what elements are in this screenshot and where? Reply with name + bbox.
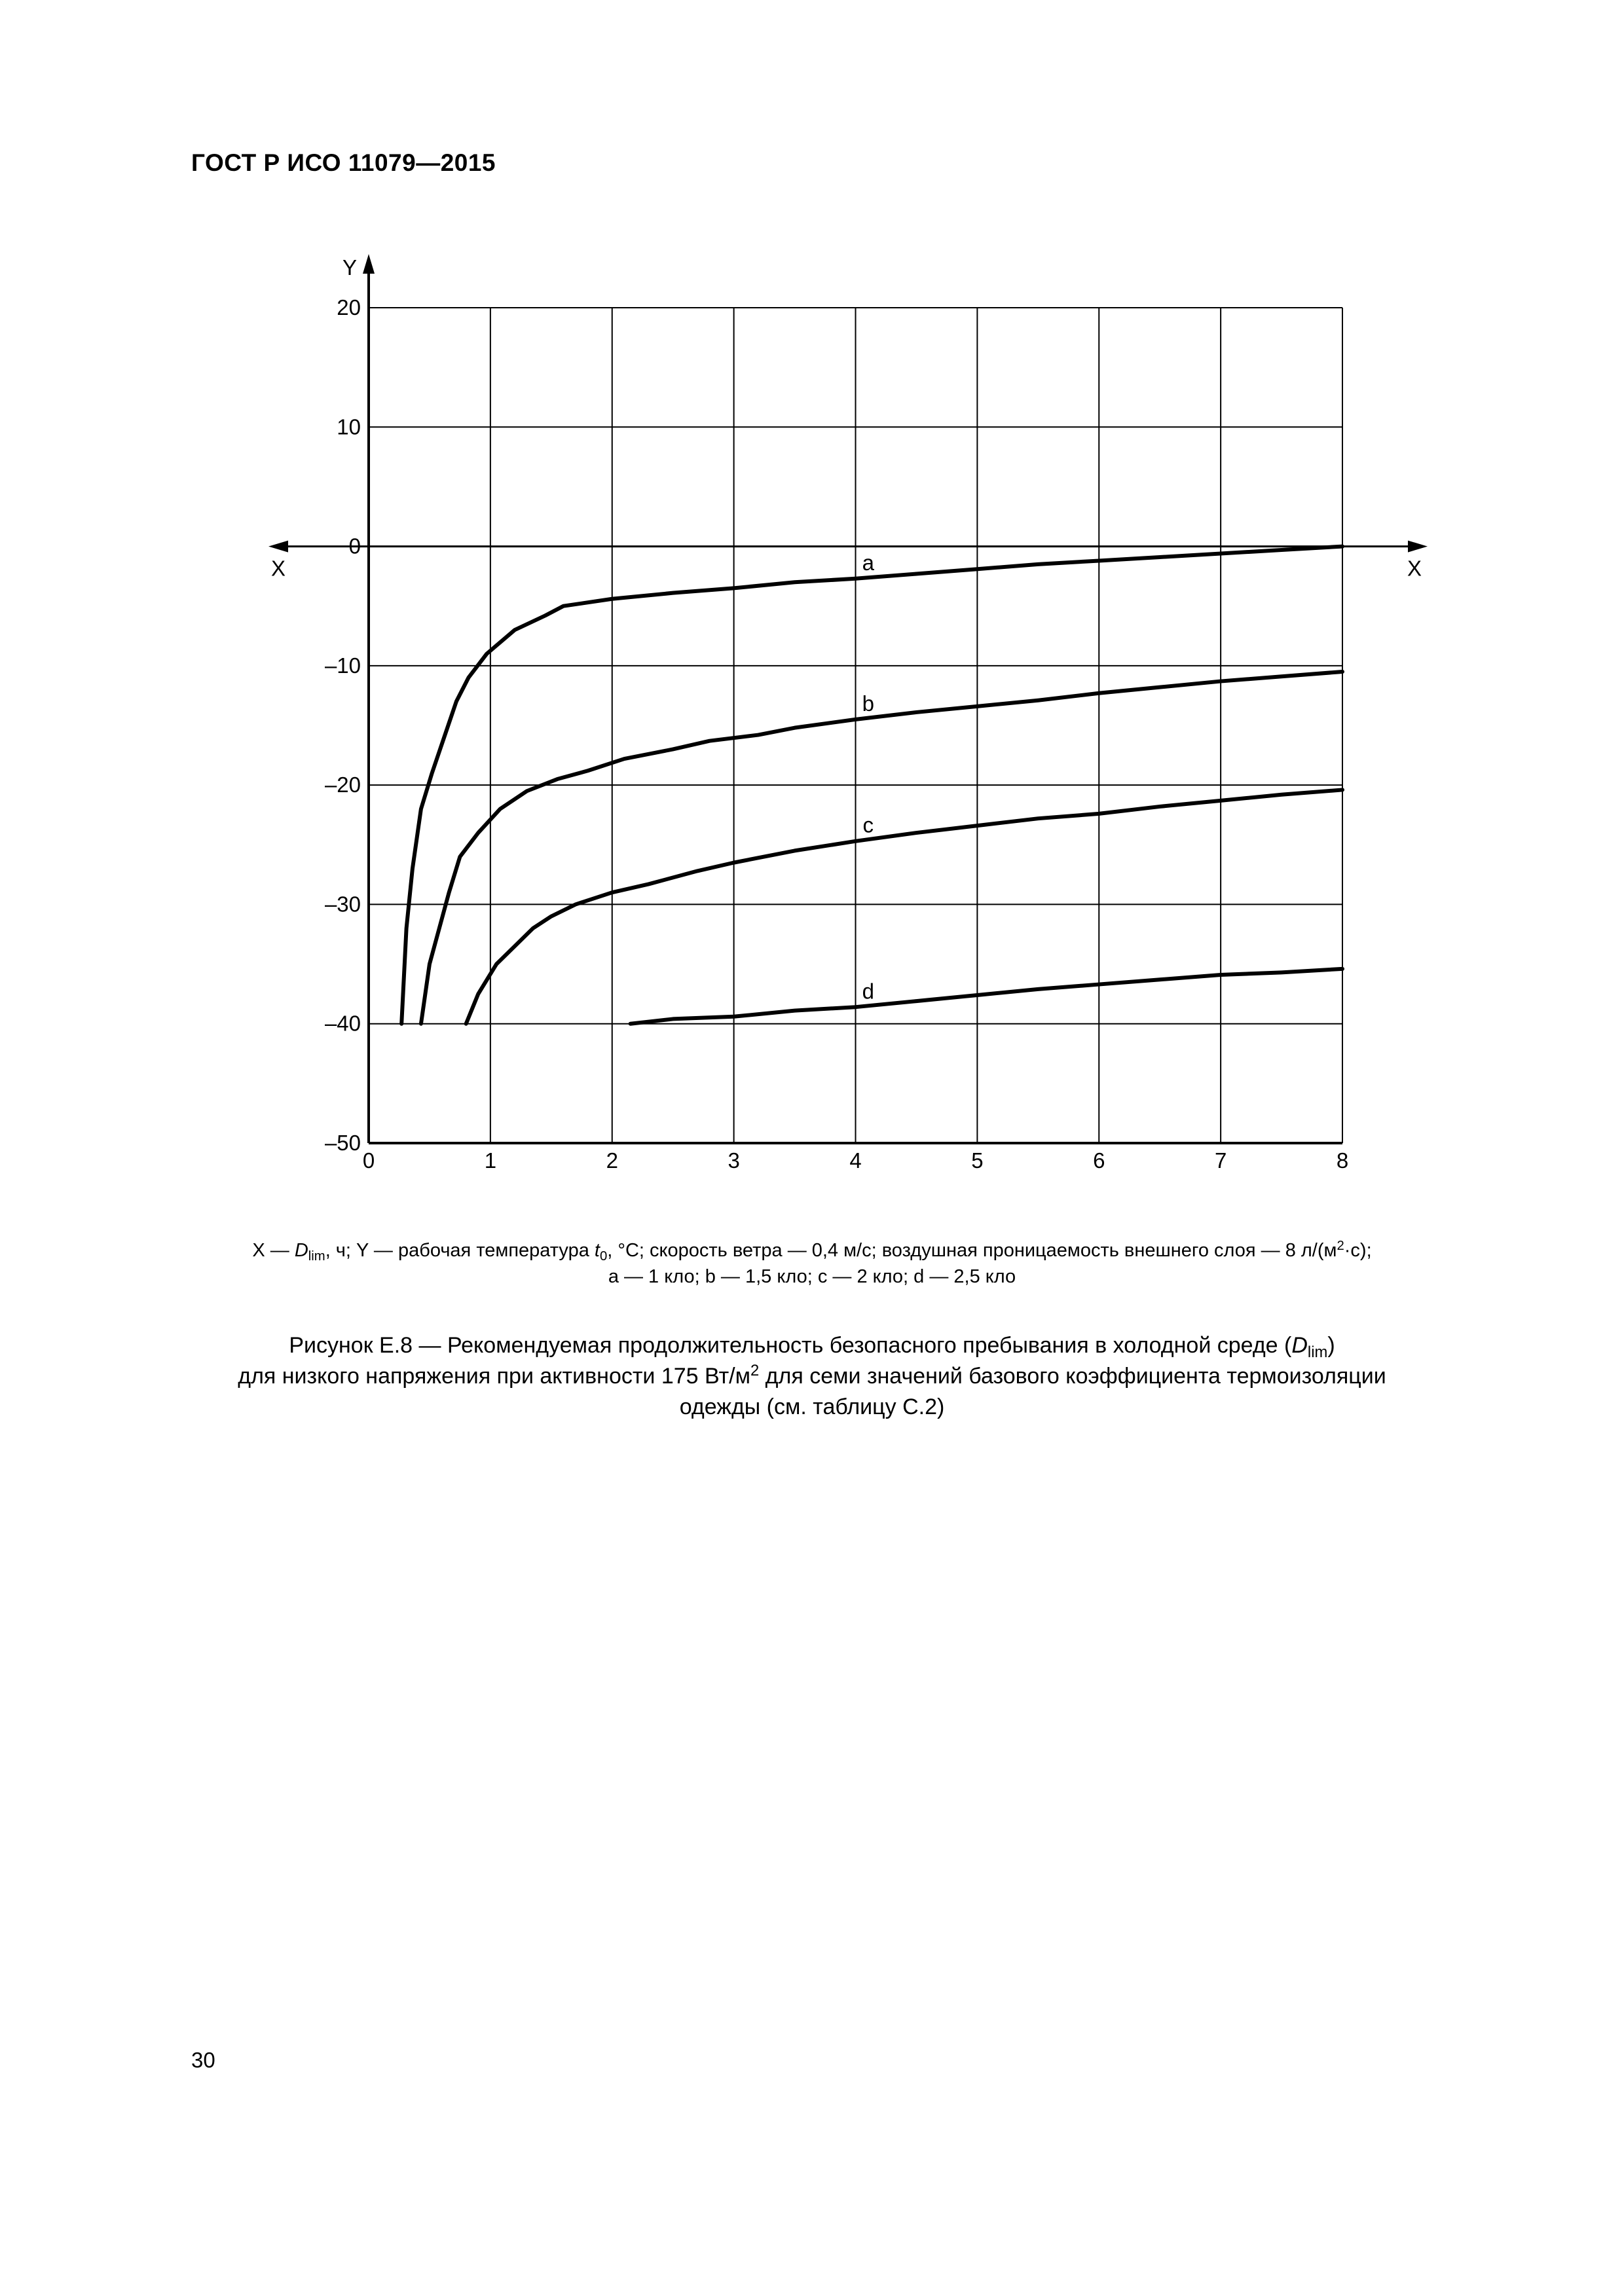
x-tick-label: 5: [971, 1148, 984, 1173]
x-tick-label: 2: [606, 1148, 618, 1173]
curve-labels: [862, 551, 875, 1003]
zero-line-right-arrow: [1408, 541, 1428, 553]
curve-label-c: c: [862, 812, 874, 837]
x-tick-label: 3: [728, 1148, 740, 1173]
page-number: 30: [191, 2048, 215, 2072]
y-tick-label: –30: [324, 892, 361, 917]
curve-d: [631, 969, 1342, 1024]
legend-line-2: a — 1 кло; b — 1,5 кло; c — 2 кло; d — 2,5 кло: [608, 1266, 1016, 1287]
x-tick-label: 7: [1214, 1148, 1227, 1173]
curve-c: [466, 790, 1342, 1023]
y-axis-label: Y: [342, 255, 357, 280]
zero-line-left-arrow: [268, 541, 288, 553]
chart-legend: [131, 1237, 1493, 1290]
x-tick-label: 1: [484, 1148, 497, 1173]
document-header: ГОСТ Р ИСО 11079—2015: [191, 149, 496, 176]
x-axis-label-right: X: [1407, 556, 1422, 581]
curve-label-d: d: [862, 979, 874, 1004]
curve-label-b: b: [862, 691, 874, 716]
y-axis-arrow: [363, 254, 375, 274]
y-tick-label: –10: [324, 653, 361, 678]
x-tick-label: 8: [1336, 1148, 1349, 1173]
caption-line-1: Рисунок Е.8 — Рекомендуемая продолжительность безопасного пребывания в холодной среде $(D_{lim})$: [289, 1333, 1335, 1362]
caption-line-2: для низкого напряжения при активности 175 $Вт/м^2$ для семи значений базового коэффициента термоизоляции: [238, 1362, 1386, 1389]
x-axis-label-left: X: [270, 556, 286, 581]
y-tick-label: –50: [324, 1131, 361, 1155]
caption-line-3: одежды (см. таблицу С.2): [679, 1394, 945, 1419]
figure-caption: [170, 1330, 1454, 1423]
grid: [369, 308, 1342, 1143]
y-tick-label: –40: [324, 1011, 361, 1036]
y-tick-label: 0: [348, 534, 361, 558]
legend-line-1: X — $D_{lim}$, ч; Y — рабочая температура $t_0$, °С; скорость ветра — 0,4 м/с; воздушная проницаемость внешнего слоя — 8 $л/(м^2\cdot с)$;: [252, 1238, 1372, 1264]
curve-b: [421, 672, 1342, 1024]
x-tick-label: 6: [1093, 1148, 1105, 1173]
y-tick-label: 20: [337, 295, 361, 319]
y-tick-label: 10: [337, 414, 361, 439]
x-tick-label: 4: [849, 1148, 862, 1173]
axes: [268, 254, 1428, 1143]
x-tick-label: 0: [362, 1148, 375, 1173]
y-tick-label: –20: [324, 773, 361, 797]
curve-label-a: a: [862, 551, 874, 575]
